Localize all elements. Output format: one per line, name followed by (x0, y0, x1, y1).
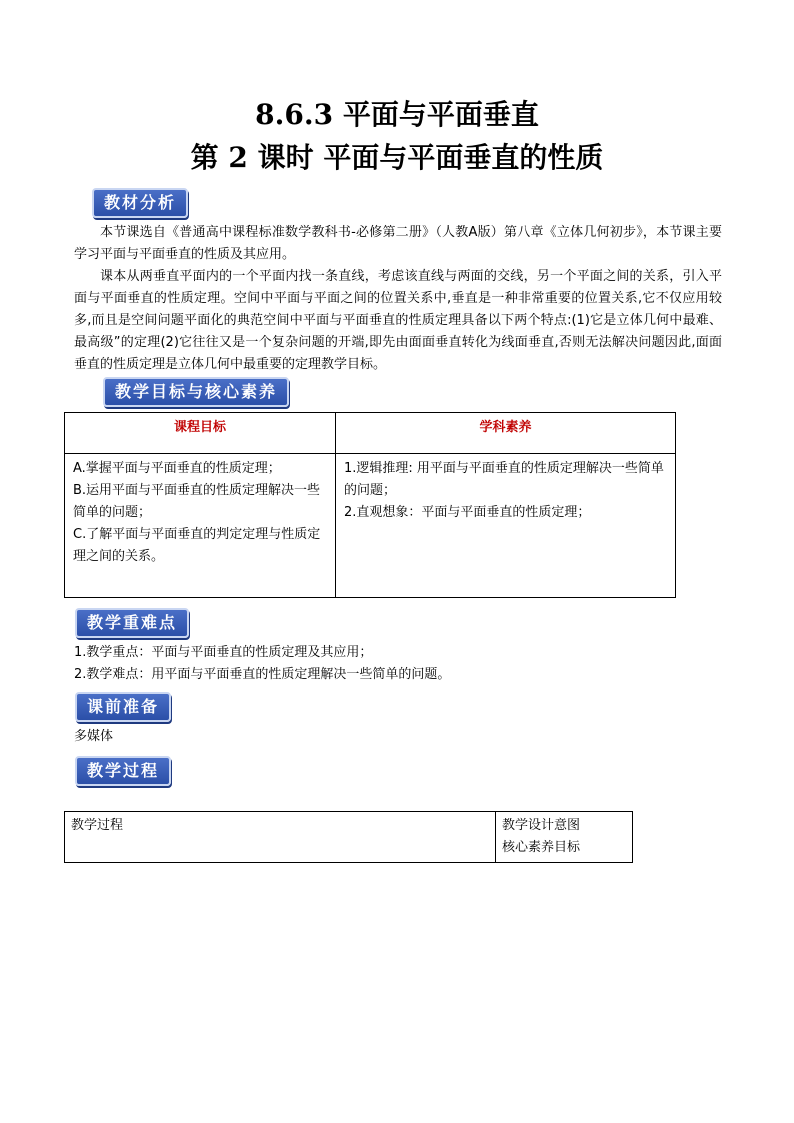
objective-item: C.了解平面与平面垂直的判定定理与性质定理之间的关系。 (73, 527, 321, 564)
objectives-col1-header: 课程目标 (65, 413, 336, 454)
analysis-paragraph-1: 本节课选自《普通高中课程标准数学教科书-必修第二册》（人教A版）第八章《立体几何初步》，本节课主要学习平面与平面垂直的性质及其应用。 (74, 225, 722, 262)
section-badge-keypoints: 教学重难点 (75, 608, 189, 638)
section-badge-analysis: 教材分析 (92, 188, 188, 218)
process-col2-line2: 核心素养目标 (502, 840, 581, 855)
objectives-col1-cell (65, 454, 336, 598)
keypoint-focus: 1.教学重点：平面与平面垂直的性质定理及其应用； (74, 645, 373, 660)
section-badge-objectives: 教学目标与核心素养 (103, 377, 289, 407)
section-badge-process: 教学过程 (75, 756, 171, 786)
prep-text: 多媒体 (74, 729, 114, 744)
page-title: 8.6.3 平面与平面垂直 (255, 98, 539, 131)
process-header-row (65, 812, 633, 863)
objective-item: A.掌握平面与平面垂直的性质定理； (73, 461, 281, 476)
literacy-item: 2.直观想象：平面与平面垂直的性质定理； (344, 505, 591, 520)
objective-item: B.运用平面与平面垂直的性质定理解决一些简单的问题； (73, 483, 321, 520)
literacy-item: 1.逻辑推理: 用平面与平面垂直的性质定理解决一些简单的问题； (344, 461, 664, 498)
section-badge-prep: 课前准备 (75, 692, 171, 722)
keypoint-difficulty: 2.教学难点：用平面与平面垂直的性质定理解决一些简单的问题。 (74, 667, 451, 682)
process-col2 (496, 812, 633, 863)
process-table (64, 811, 633, 863)
objectives-col2-header: 学科素养 (336, 413, 676, 454)
process-col2-line1: 教学设计意图 (502, 818, 581, 833)
objectives-body-row (65, 454, 676, 598)
analysis-paragraph-2: 课本从两垂直平面内的一个平面内找一条直线，考虑该直线与两面的交线，另一个平面之间的关系，引入平面与平面垂直的性质定理。空间中平面与平面之间的位置关系中,垂直是一种非常重要的位置关系,它不仅应用较多,而且是空间问题平面化的典范空间中平面与平面垂直的性质定理具备以下两个特点:(1)它是立体几何中最难、最高级”的定理(2)它往往又是一个复杂问题的开端,即先由面面垂直转化为线面垂直,否则无法解决问题因此,面面垂直的性质定理是立体几何中最重要的定理教学目标。 (74, 269, 722, 372)
objectives-table (64, 412, 676, 598)
objectives-header-row (65, 413, 676, 454)
process-col1: 教学过程 (65, 812, 496, 863)
page-subtitle: 第 2 课时 平面与平面垂直的性质 (190, 141, 604, 174)
objectives-col2-cell (336, 454, 676, 598)
